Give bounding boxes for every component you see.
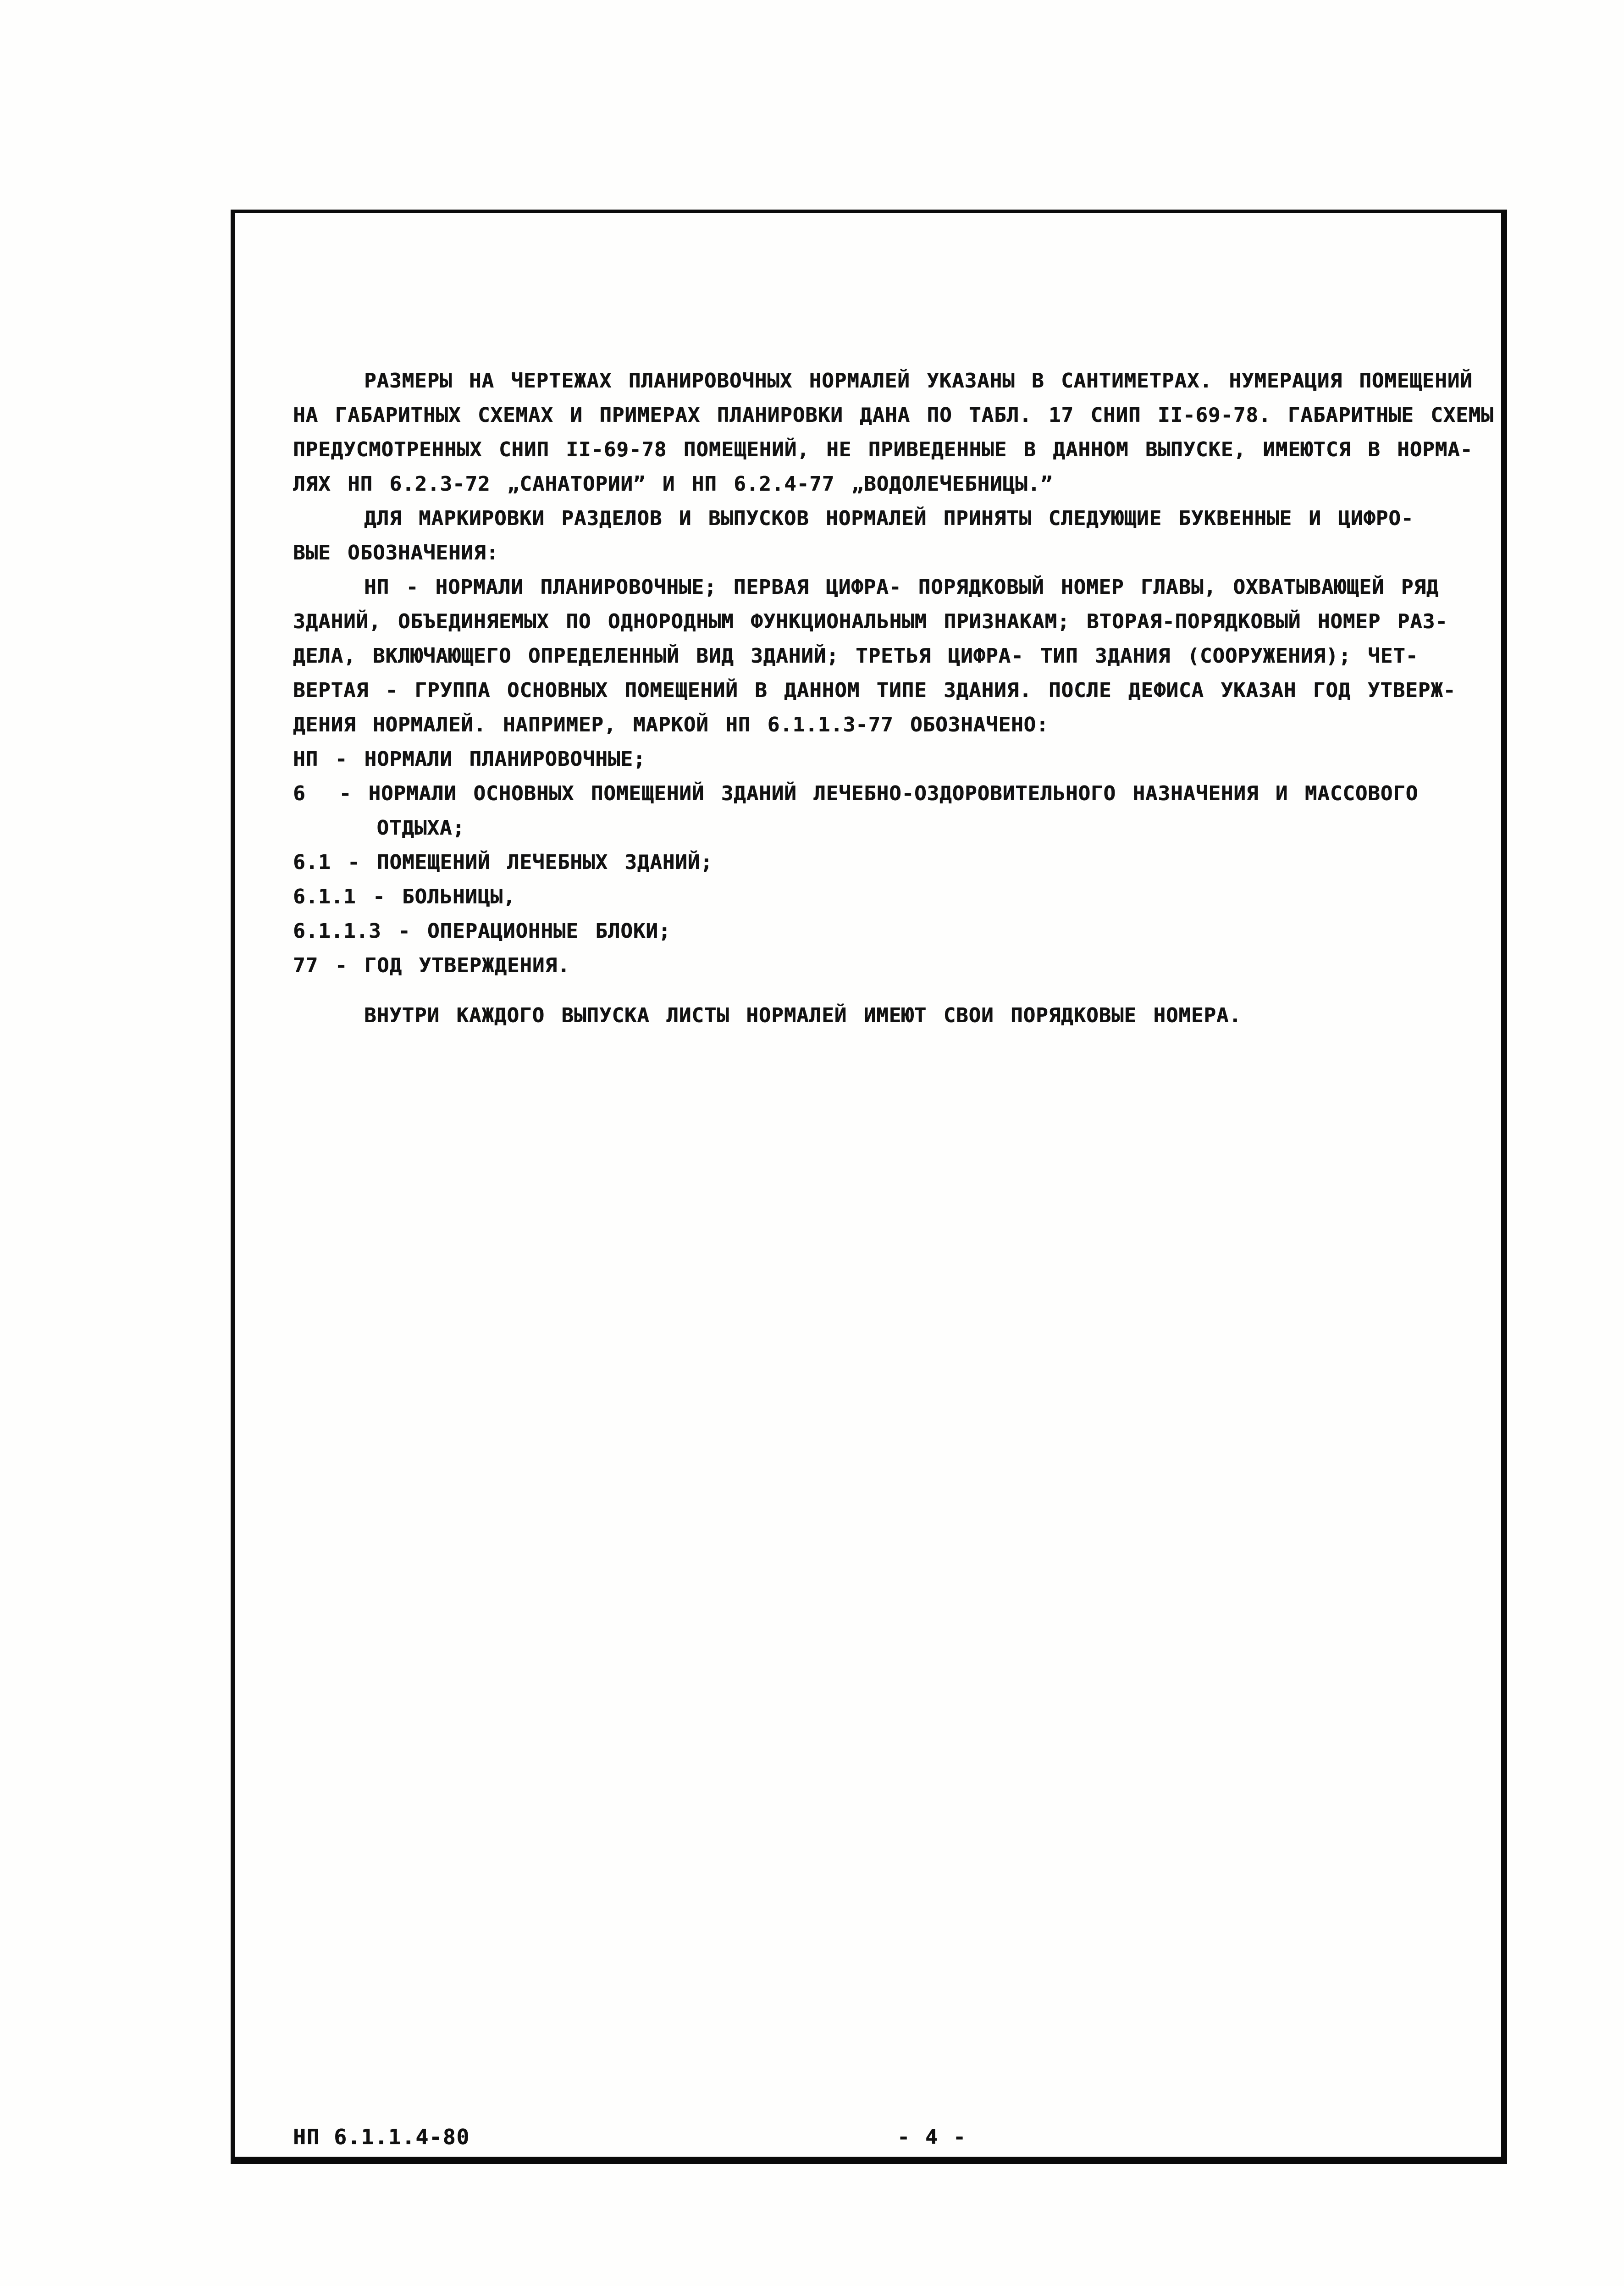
body-text xyxy=(293,364,1494,1033)
paragraph-line: ДЕНИЯ НОРМАЛЕЙ. НАПРИМЕР, МАРКОЙ НП 6.1.1.3-77 ОБОЗНАЧЕНО: xyxy=(293,713,1049,736)
paragraph-line: ДЕЛА, ВКЛЮЧАЮЩЕГО ОПРЕДЕЛЕННЫЙ ВИД ЗДАНИЙ; ТРЕТЬЯ ЦИФРА- ТИП ЗДАНИЯ (СООРУЖЕНИЯ); ЧЕТ- xyxy=(293,644,1419,668)
footer-doc-number: НП 6.1.1.4-80 xyxy=(293,2125,470,2149)
definition-line: 77 - ГОД УТВЕРЖДЕНИЯ. xyxy=(293,954,570,977)
paragraph-line: ПРЕДУСМОТРЕННЫХ СНИП II-69-78 ПОМЕЩЕНИЙ, НЕ ПРИВЕДЕННЫЕ В ДАННОМ ВЫПУСКЕ, ИМЕЮТСЯ В НОРМА- xyxy=(293,438,1473,461)
paragraph-line: ЗДАНИЙ, ОБЪЕДИНЯЕМЫХ ПО ОДНОРОДНЫМ ФУНКЦИОНАЛЬНЫМ ПРИЗНАКАМ; ВТОРАЯ-ПОРЯДКОВЫЙ НОМЕР РАЗ- xyxy=(293,610,1448,633)
definition-line: 6.1 - ПОМЕЩЕНИЙ ЛЕЧЕБНЫХ ЗДАНИЙ; xyxy=(293,851,713,874)
definition-line: НП - НОРМАЛИ ПЛАНИРОВОЧНЫЕ; xyxy=(293,747,646,771)
paragraph-line: НА ГАБАРИТНЫХ СХЕМАХ И ПРИМЕРАХ ПЛАНИРОВКИ ДАНА ПО ТАБЛ. 17 СНИП II-69-78. ГАБАРИТНЫЕ СХЕМЫ xyxy=(293,404,1494,427)
paragraph-line: РАЗМЕРЫ НА ЧЕРТЕЖАХ ПЛАНИРОВОЧНЫХ НОРМАЛЕЙ УКАЗАНЫ В САНТИМЕТРАХ. НУМЕРАЦИЯ ПОМЕЩЕНИЙ xyxy=(364,369,1473,393)
paragraph-line: ВЕРТАЯ - ГРУППА ОСНОВНЫХ ПОМЕЩЕНИЙ В ДАННОМ ТИПЕ ЗДАНИЯ. ПОСЛЕ ДЕФИСА УКАЗАН ГОД УТВЕРЖ- xyxy=(293,679,1456,702)
definition-line: ОТДЫХА; xyxy=(293,816,465,840)
paragraph-line: ВЫЕ ОБОЗНАЧЕНИЯ: xyxy=(293,541,499,565)
footer-page-number: - 4 - xyxy=(897,2125,967,2149)
definition-line: 6.1.1.3 - ОПЕРАЦИОННЫЕ БЛОКИ; xyxy=(293,919,671,943)
definition-line: 6.1.1 - БОЛЬНИЦЫ, xyxy=(293,885,516,908)
definition-line: 6 - НОРМАЛИ ОСНОВНЫХ ПОМЕЩЕНИЙ ЗДАНИЙ ЛЕЧЕБНО-ОЗДОРОВИТЕЛЬНОГО НАЗНАЧЕНИЯ И МАССОВОГО xyxy=(293,782,1419,805)
page-frame xyxy=(231,210,1507,2164)
paragraph-line: НП - НОРМАЛИ ПЛАНИРОВОЧНЫЕ; ПЕРВАЯ ЦИФРА- ПОРЯДКОВЫЙ НОМЕР ГЛАВЫ, ОХВАТЫВАЮЩЕЙ РЯД xyxy=(364,576,1439,599)
closing-paragraph: ВНУТРИ КАЖДОГО ВЫПУСКА ЛИСТЫ НОРМАЛЕЙ ИМЕЮТ СВОИ ПОРЯДКОВЫЕ НОМЕРА. xyxy=(364,1004,1242,1027)
page-footer xyxy=(293,2125,1467,2161)
definitions-list xyxy=(293,742,1467,983)
paragraph-line: ДЛЯ МАРКИРОВКИ РАЗДЕЛОВ И ВЫПУСКОВ НОРМАЛЕЙ ПРИНЯТЫ СЛЕДУЮЩИЕ БУКВЕННЫЕ И ЦИФРО- xyxy=(364,507,1414,530)
paragraph-line: ЛЯХ НП 6.2.3-72 „САНАТОРИИ” И НП 6.2.4-77 „ВОДОЛЕЧЕБНИЦЫ.” xyxy=(293,472,1053,496)
